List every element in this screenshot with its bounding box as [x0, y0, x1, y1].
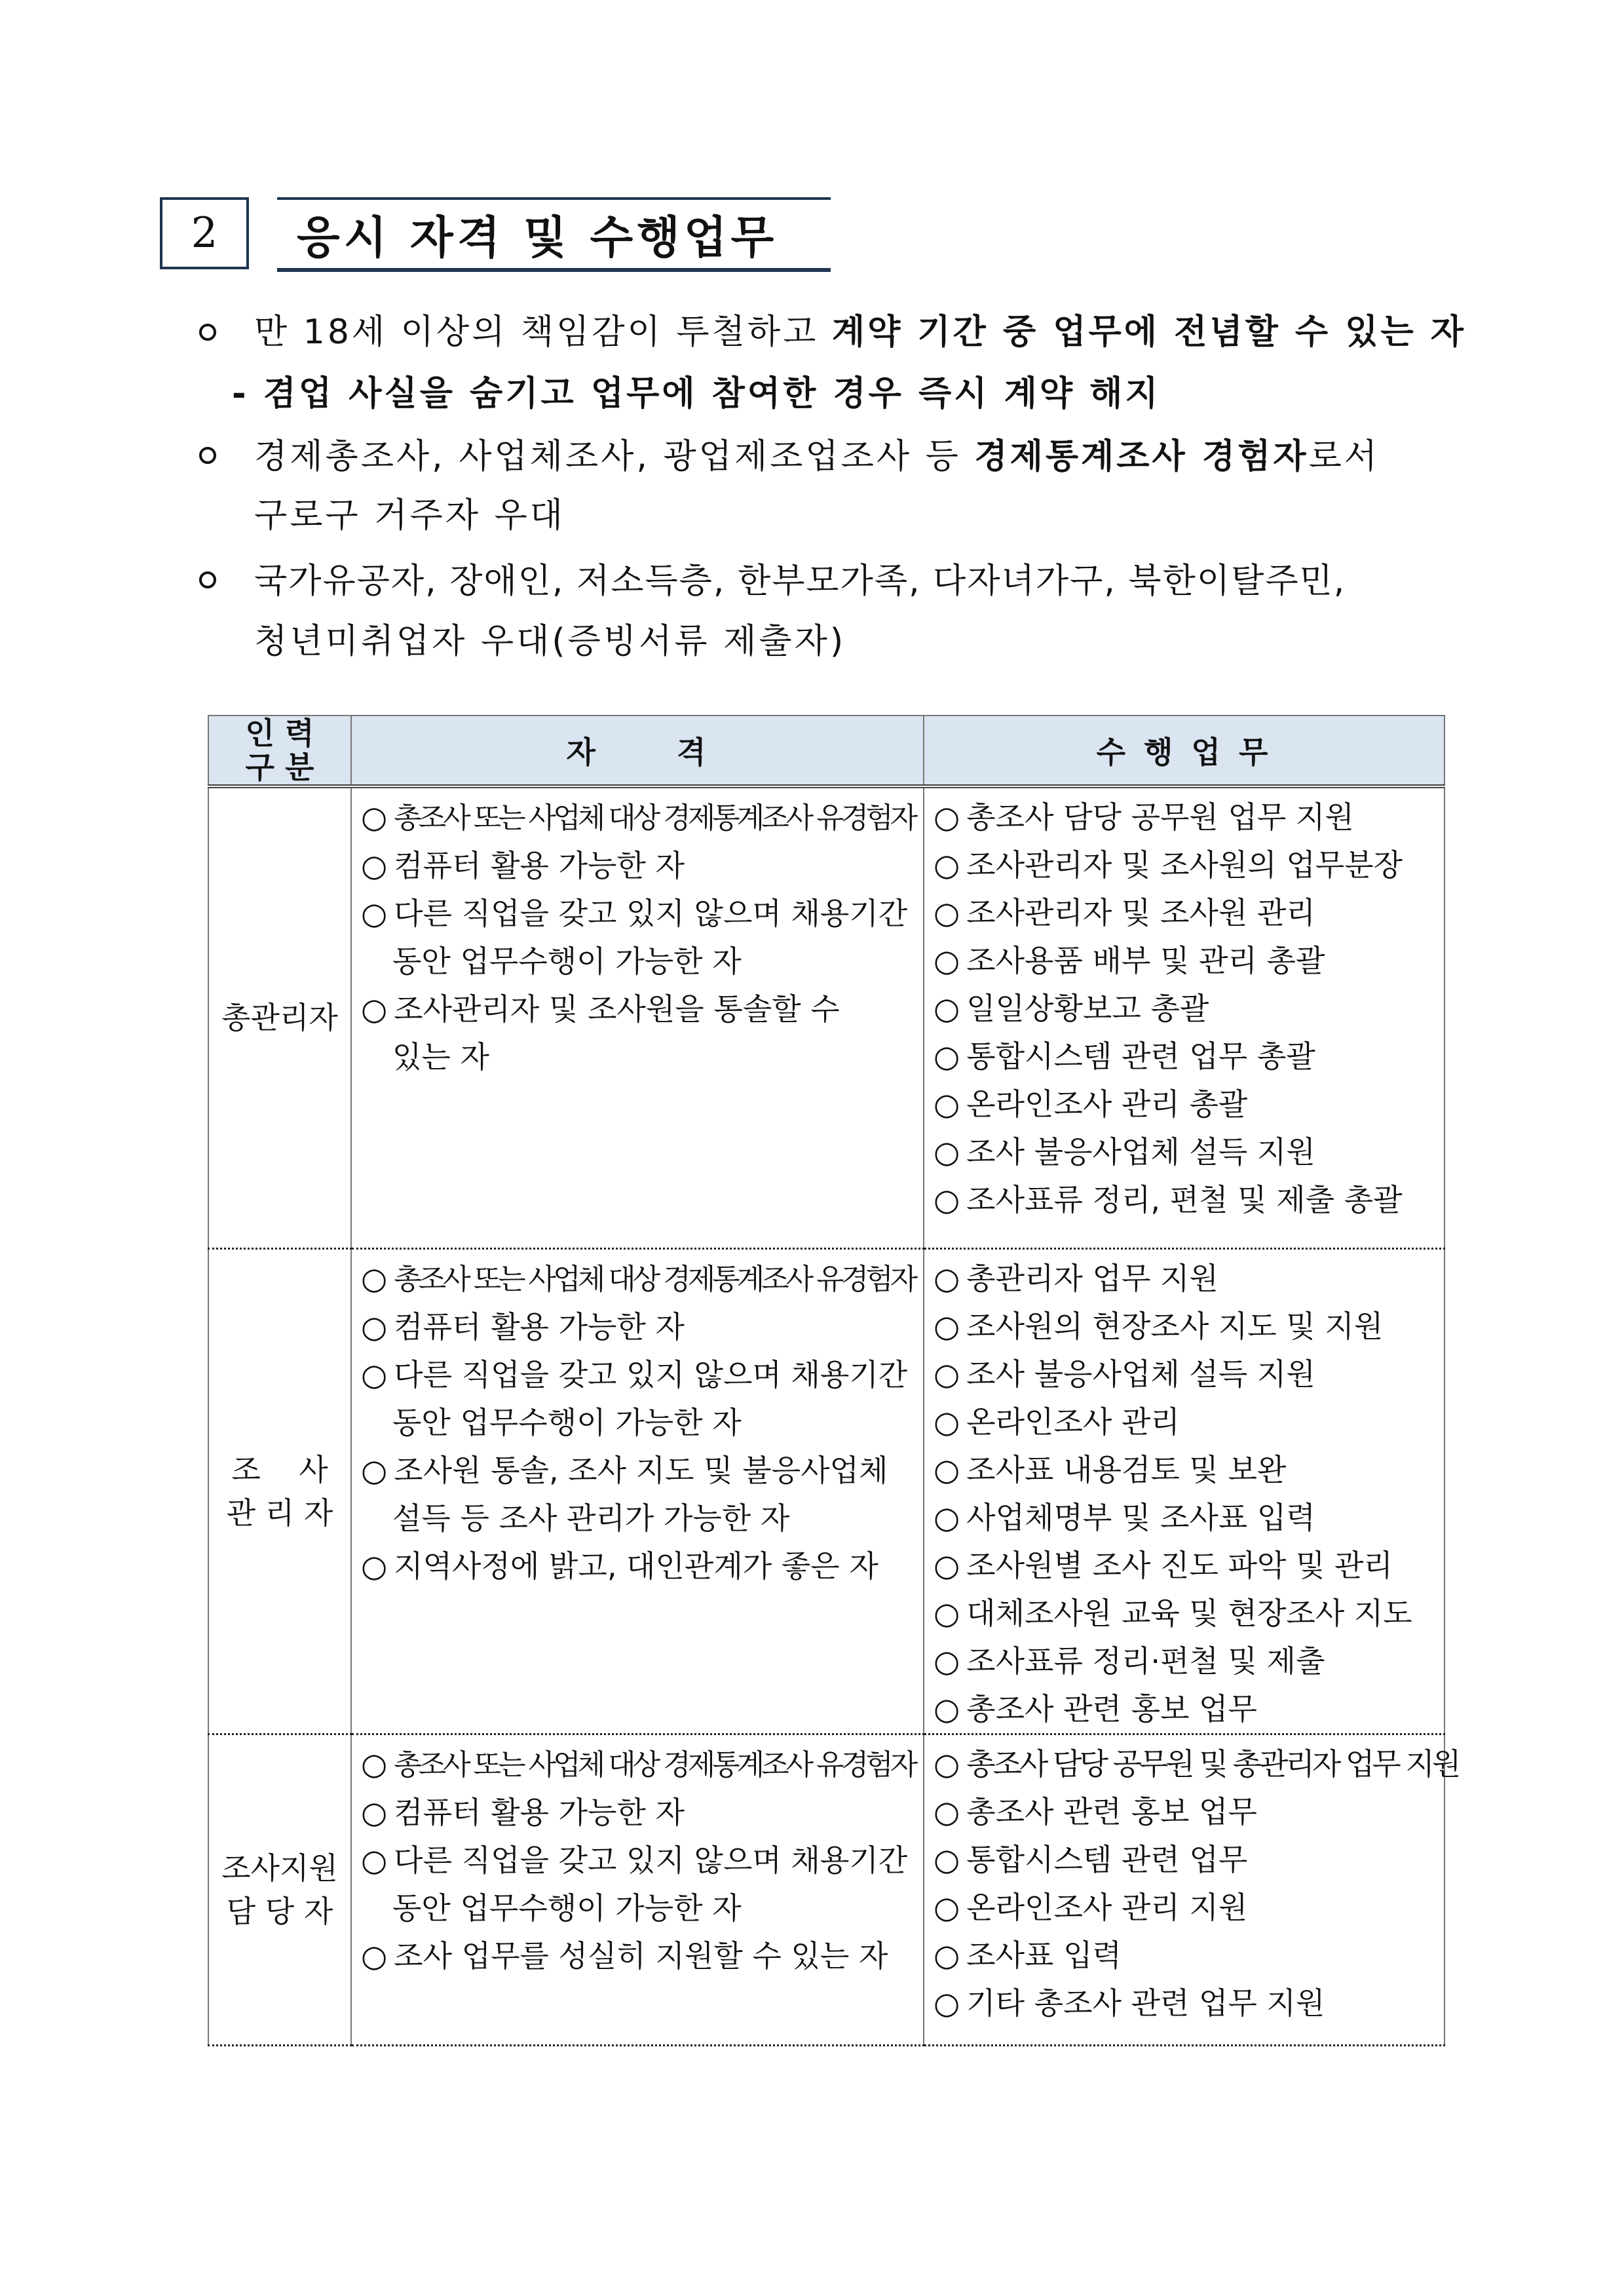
small-circle-icon: ○ — [934, 1746, 960, 1782]
small-circle-icon: ○ — [361, 1309, 388, 1345]
qualification-text: 조사관리자 및 조사원을 통솔할 수 — [394, 991, 840, 1027]
header-category — [208, 716, 351, 786]
duty-cell — [924, 1734, 1459, 2045]
duty-text: 총관리자 업무 지원 — [966, 1260, 1218, 1296]
duty-text: 조사 불응사업체 설득 지원 — [966, 1134, 1315, 1170]
bullet-line — [254, 309, 1466, 355]
qualification-item — [361, 842, 915, 890]
small-circle-icon: ○ — [361, 1938, 388, 1974]
qualification-item — [361, 1542, 915, 1590]
small-circle-icon: ○ — [361, 1356, 388, 1392]
small-circle-icon: ○ — [934, 1260, 960, 1296]
small-circle-icon: ○ — [361, 1794, 388, 1830]
qualification-text: 컴퓨터 활용 가능한 자 — [394, 1794, 685, 1830]
small-circle-icon: ○ — [934, 1595, 960, 1631]
bullet-text: 만 18세 이상의 책임감이 투철하고 — [254, 313, 832, 352]
duty-item — [934, 985, 1436, 1033]
section-title: 응시 자격 및 수행업무 — [297, 212, 778, 264]
duty-item — [934, 1542, 1436, 1590]
duty-text: 총조사 관련 홍보 업무 — [966, 1793, 1257, 1829]
bullet-line — [254, 434, 1380, 480]
duty-text: 조사표류 정리·편철 및 제출 — [966, 1643, 1325, 1679]
duty-item — [934, 1446, 1436, 1494]
small-circle-icon: ○ — [361, 1746, 388, 1782]
small-circle-icon: ○ — [934, 799, 960, 835]
duty-text: 조사 불응사업체 설득 지원 — [966, 1356, 1315, 1392]
table-body — [208, 786, 1459, 2045]
bullet-text: 경제총조사, 사업체조사, 광업제조업조사 등 — [254, 437, 975, 476]
qualification-text: 있는 자 — [392, 1039, 489, 1075]
duty-text: 기타 총조사 관련 업무 지원 — [966, 1985, 1325, 2021]
small-circle-icon: ○ — [934, 1356, 960, 1392]
duty-item — [934, 1836, 1436, 1884]
duty-text: 대체조사원 교육 및 현장조사 지도 — [966, 1595, 1412, 1631]
duty-text: 사업체명부 및 조사표 입력 — [966, 1499, 1315, 1535]
role-category-line: 조사지원 — [221, 1850, 338, 1886]
small-circle-icon: ○ — [361, 1548, 388, 1584]
small-circle-icon: ○ — [934, 1039, 960, 1074]
duty-item — [934, 1350, 1436, 1398]
duty-text: 통합시스템 관련 업무 — [966, 1841, 1248, 1877]
small-circle-icon: ○ — [361, 848, 388, 883]
qualification-text: 다른 직업을 갖고 있지 않으며 채용기간 — [394, 896, 908, 931]
qualification-text: 동안 업무수행이 가능한 자 — [392, 1890, 742, 1926]
small-circle-icon: ○ — [934, 1937, 960, 1973]
duty-item — [934, 1884, 1436, 1932]
small-circle-icon: ○ — [361, 1452, 388, 1488]
bullet-text-bold: 계약 기간 중 업무에 전념할 수 있는 자 — [831, 313, 1467, 352]
qualification-item — [361, 794, 915, 842]
bullet-circle-icon — [199, 324, 216, 341]
role-category-line: 담 당 자 — [226, 1893, 333, 1929]
small-circle-icon: ○ — [361, 1842, 388, 1878]
duty-text: 온라인조사 관리 지원 — [966, 1889, 1248, 1925]
duty-item — [934, 937, 1436, 985]
small-circle-icon: ○ — [361, 896, 388, 931]
qualification-item — [361, 1351, 915, 1399]
bullet-circle-icon — [199, 571, 216, 588]
qualification-item — [361, 1447, 915, 1495]
duty-item — [934, 1788, 1436, 1836]
small-circle-icon: ○ — [934, 1134, 960, 1170]
duty-item — [934, 1081, 1436, 1128]
duty-text: 통합시스템 관련 업무 총괄 — [966, 1039, 1315, 1074]
small-circle-icon: ○ — [934, 1547, 960, 1583]
duty-text: 조사관리자 및 조사원 관리 — [966, 895, 1315, 930]
qualification-text: 지역사정에 밝고, 대인관계가 좋은 자 — [394, 1548, 878, 1584]
duty-item — [934, 1980, 1436, 2027]
duty-item — [934, 889, 1436, 937]
qualification-item — [361, 1033, 915, 1081]
qualification-cell — [351, 786, 924, 1248]
duty-cell — [924, 1248, 1445, 1734]
duty-item — [934, 1303, 1436, 1350]
duty-text: 조사표류 정리, 편철 및 제출 총괄 — [966, 1182, 1403, 1217]
duty-item — [934, 1128, 1436, 1176]
qualification-text: 다른 직업을 갖고 있지 않으며 채용기간 — [394, 1356, 908, 1392]
small-circle-icon: ○ — [934, 847, 960, 883]
duty-item — [934, 794, 1436, 841]
qualification-item — [361, 1255, 915, 1303]
bullet-line — [254, 493, 565, 539]
qualification-text: 설득 등 조사 관리가 가능한 자 — [392, 1500, 790, 1536]
qualification-cell — [351, 1734, 924, 2045]
bullet-sub-text: - 겸업 사실을 숨기고 업무에 참여한 경우 즉시 계약 해지 — [232, 374, 1161, 413]
duty-text: 조사표 입력 — [966, 1937, 1122, 1973]
duty-item — [934, 1033, 1436, 1081]
bullet-line — [232, 371, 1161, 417]
qualification-item — [361, 1303, 915, 1351]
table-header-row — [208, 716, 1445, 786]
small-circle-icon: ○ — [934, 1182, 960, 1217]
bullet-text: 국가유공자, 장애인, 저소득층, 한부모가족, 다자녀가구, 북한이탈주민, — [254, 562, 1346, 601]
role-category — [208, 786, 351, 1248]
bullet-line — [254, 558, 1346, 604]
role-category-line: 조 사 — [231, 1451, 328, 1487]
qualification-item — [361, 1885, 915, 1932]
bullet-text: 로서 — [1308, 437, 1380, 476]
qualification-text: 총조사 또는 사업체 대상 경제통계조사 유경험자 — [394, 1748, 915, 1782]
small-circle-icon: ○ — [361, 1260, 388, 1296]
small-circle-icon: ○ — [934, 1086, 960, 1122]
duty-item — [934, 1740, 1459, 1788]
table-row — [208, 1734, 1445, 2045]
qualification-item — [361, 1932, 915, 1980]
table-row — [208, 1248, 1445, 1734]
qualification-item — [361, 1837, 915, 1885]
duty-cell — [924, 786, 1445, 1248]
small-circle-icon: ○ — [934, 1889, 960, 1925]
header-duty: 수 행 업 무 — [924, 716, 1445, 786]
small-circle-icon: ○ — [934, 1691, 960, 1727]
qualification-text: 다른 직업을 갖고 있지 않으며 채용기간 — [394, 1842, 908, 1878]
small-circle-icon: ○ — [934, 1308, 960, 1344]
qualification-item — [361, 1399, 915, 1447]
duty-text: 조사관리자 및 조사원의 업무분장 — [966, 847, 1403, 883]
duty-text: 총조사 담당 공무원 업무 지원 — [966, 799, 1354, 835]
qualification-item — [361, 1789, 915, 1837]
qualification-text: 조사원 통솔, 조사 지도 및 불응사업체 — [394, 1452, 888, 1488]
small-circle-icon: ○ — [934, 991, 960, 1026]
duty-text: 총조사 담당 공무원 및 총관리자 업무 지원 — [966, 1746, 1459, 1782]
bullet-text-bold: 경제통계조사 경험자 — [974, 437, 1309, 476]
role-category — [208, 1734, 351, 2045]
duty-text: 조사원별 조사 진도 파악 및 관리 — [966, 1547, 1393, 1583]
qualification-item — [361, 1740, 915, 1789]
duty-text: 조사원의 현장조사 지도 및 지원 — [966, 1308, 1384, 1344]
duty-item — [934, 1494, 1436, 1542]
qualification-text: 총조사 또는 사업체 대상 경제통계조사 유경험자 — [394, 801, 915, 835]
section-title-box — [277, 197, 831, 272]
qualification-item — [361, 1495, 915, 1542]
qualification-text: 컴퓨터 활용 가능한 자 — [394, 848, 685, 883]
small-circle-icon: ○ — [934, 1499, 960, 1535]
small-circle-icon: ○ — [934, 1404, 960, 1440]
qualification-text: 컴퓨터 활용 가능한 자 — [394, 1309, 685, 1345]
qualification-text: 동안 업무수행이 가능한 자 — [392, 1404, 742, 1440]
duty-item — [934, 1176, 1436, 1224]
small-circle-icon: ○ — [934, 895, 960, 930]
bullet-line — [254, 619, 846, 664]
qualification-item — [361, 890, 915, 938]
section-number: 2 — [160, 197, 249, 269]
qualification-text: 총조사 또는 사업체 대상 경제통계조사 유경험자 — [394, 1262, 915, 1296]
qualification-item — [361, 938, 915, 985]
qualification-item — [361, 985, 915, 1033]
duty-item — [934, 1398, 1436, 1446]
small-circle-icon: ○ — [934, 1451, 960, 1487]
duty-text: 조사용품 배부 및 관리 총괄 — [966, 943, 1325, 978]
header-category-line: 구 분 — [245, 750, 314, 785]
qualification-text: 조사 업무를 성실히 지원할 수 있는 자 — [394, 1938, 888, 1974]
duty-text: 조사표 내용검토 및 보완 — [966, 1451, 1287, 1487]
header-qualification: 자 격 — [351, 716, 924, 786]
role-category-line: 관 리 자 — [226, 1495, 333, 1531]
bullet-circle-icon — [199, 447, 216, 464]
roles-table — [208, 715, 1459, 2046]
small-circle-icon: ○ — [361, 991, 388, 1027]
duty-item — [934, 1255, 1436, 1303]
small-circle-icon: ○ — [361, 799, 388, 835]
duty-text: 총조사 관련 홍보 업무 — [966, 1691, 1257, 1727]
duty-text: 온라인조사 관리 — [966, 1404, 1180, 1440]
duty-item — [934, 1685, 1436, 1733]
qualification-cell — [351, 1248, 924, 1734]
duty-item — [934, 1590, 1436, 1637]
small-circle-icon: ○ — [934, 1793, 960, 1829]
duty-text: 일일상황보고 총괄 — [966, 991, 1209, 1026]
role-category-line: 총관리자 — [221, 1000, 338, 1036]
small-circle-icon: ○ — [934, 1985, 960, 2021]
duty-item — [934, 1637, 1436, 1685]
small-circle-icon: ○ — [934, 943, 960, 978]
small-circle-icon: ○ — [934, 1643, 960, 1679]
duty-text: 온라인조사 관리 총괄 — [966, 1086, 1248, 1122]
role-category — [208, 1248, 351, 1734]
duty-item — [934, 1932, 1436, 1980]
duty-item — [934, 841, 1436, 889]
qualification-text: 동안 업무수행이 가능한 자 — [392, 944, 742, 979]
bullet-text: 청년미취업자 우대(증빙서류 제출자) — [254, 622, 846, 661]
small-circle-icon: ○ — [934, 1841, 960, 1877]
table-row — [208, 786, 1445, 1248]
header-category-line: 인 력 — [245, 716, 314, 751]
bullet-text: 구로구 거주자 우대 — [254, 496, 565, 535]
